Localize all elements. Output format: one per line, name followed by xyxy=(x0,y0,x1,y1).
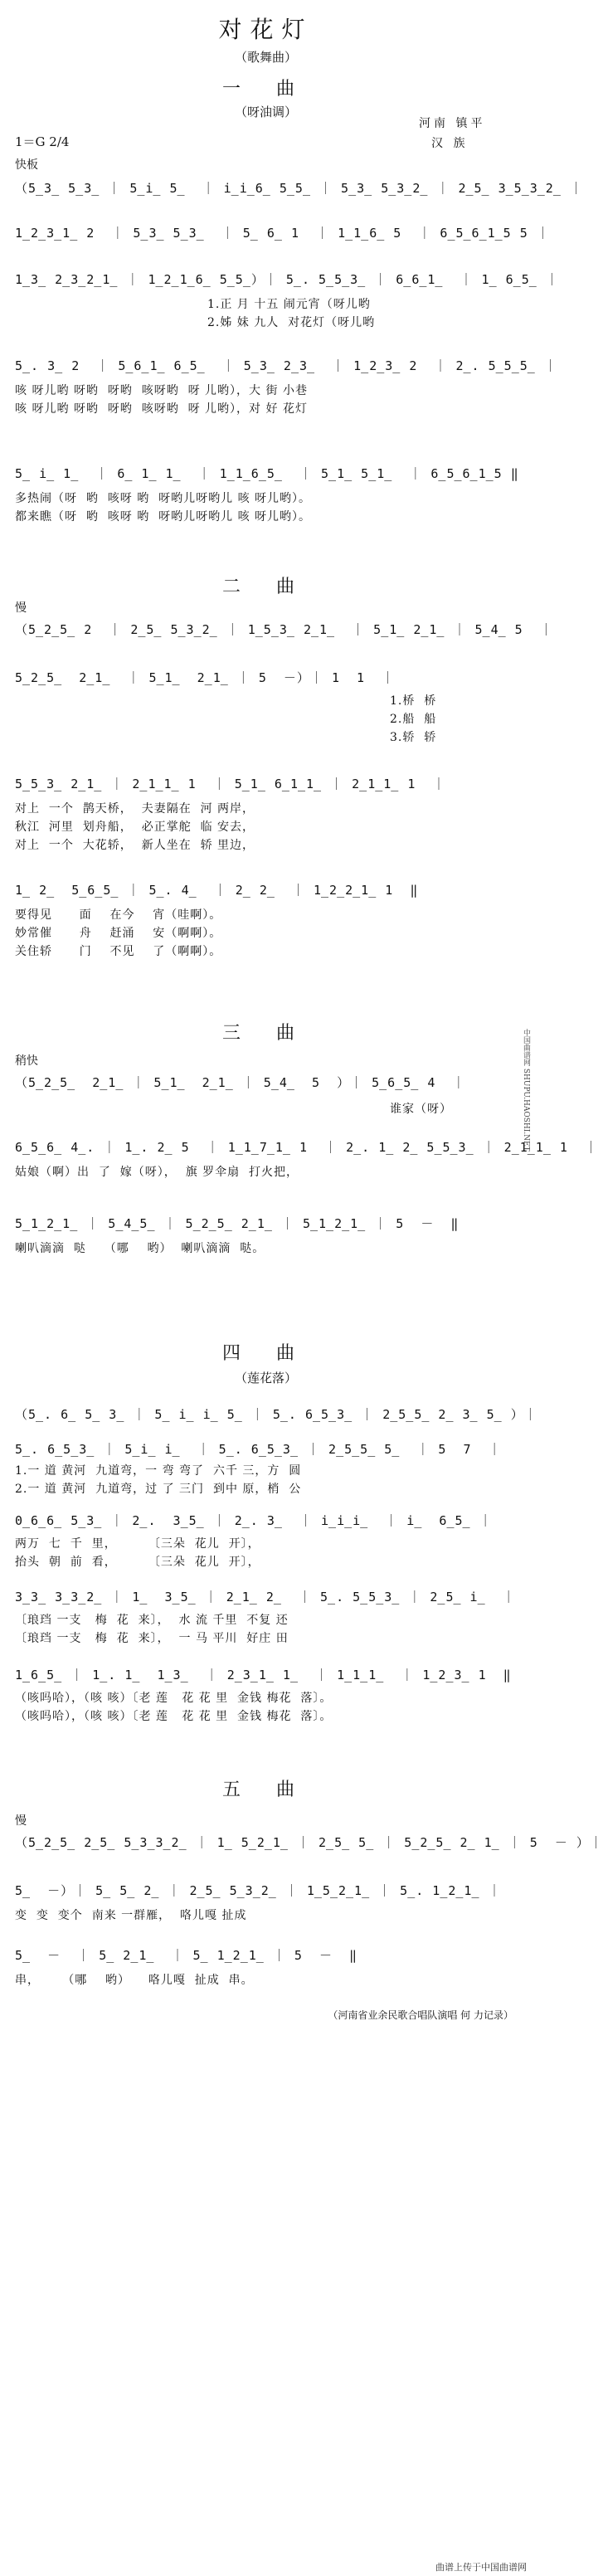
notation-line: 5̲1̲2̲1̲ ｜ 5̲4̲5̲ ｜ 5̲2̲5̲ 2̲1̲ ｜ 5̲1̲2̲1̲ ｜ 5 － ‖ xyxy=(15,1216,460,1231)
lyric-line: 串， （哪 哟） 咯儿嘎 扯成 串。 xyxy=(15,1974,254,1987)
tempo-marking: 慢 xyxy=(15,601,27,615)
notation-line: 1̲6̲5̲ ｜ 1̲. 1̲ 1̲3̲ ｜ 2̲3̲1̲ 1̲ ｜ 1̲1̲1̲ ｜ 1̲2̲3̲ 1 ‖ xyxy=(15,1668,512,1682)
notation-line: 0̲6̲6̲ 5̲3̲ ｜ 2̲. 3̲5̲ ｜ 2̲. 3̲ ｜ i̲i̲i̲ ｜ i̲ 6̲5̲ ｜ xyxy=(15,1513,493,1528)
performance-credit: （河南省业余民歌合唱队演唱 何 力记录） xyxy=(328,2009,513,2021)
section-heading: 二 曲 xyxy=(222,577,309,597)
section-heading: 五 曲 xyxy=(222,1780,309,1800)
lyric-line: （咳吗哈），（咳 咳）〔老 莲 花 花 里 金钱 梅花 落〕。 xyxy=(15,1692,333,1705)
section-heading: 四 曲 xyxy=(222,1343,309,1364)
lyric-line: 变 变 变个 南来 一群雁， 咯儿嘎 扯成 xyxy=(15,1909,247,1922)
song-genre: （歌舞曲） xyxy=(234,50,297,65)
notation-line: 6̲5̲6̲ 4̲. ｜ 1̲. 2̲ 5 ｜ 1̲1̲7̲1̲ 1 ｜ 2̲. 1̲ 2̲ 5̲5̲3̲ ｜ 2̲1̲1̲ 1 ｜ xyxy=(15,1140,598,1155)
lyric-line: 2.一 道 黄河 九道弯，过 了 三门 到中 原，梢 公 xyxy=(15,1483,302,1496)
lyric-line: 3.轿 轿 xyxy=(390,731,437,744)
lyric-line: 都来瞧（呀 哟 咳呀 哟 呀哟儿呀哟儿 咳 呀儿哟）。 xyxy=(15,510,312,523)
lyric-line: 〔琅珰 一支 梅 花 来〕， 水 流 千里 不复 还 xyxy=(15,1614,289,1627)
lyric-line: 对上 一个 大花轿， 新人坐在 轿 里边， xyxy=(15,839,255,852)
lyric-line: 对上 一个 鹊天桥， 夫妻隔在 河 两岸， xyxy=(15,802,255,816)
lyric-line: 喇叭滴滴 哒 （哪 哟） 喇叭滴滴 哒。 xyxy=(15,1242,265,1255)
side-watermark: 中国曲谱网 SHUPU.HAOSHI.NET xyxy=(522,1029,530,1152)
notation-line: （5̲2̲5̲ 2̲5̲ 5̲3̲3̲2̲ ｜ 1̲ 5̲2̲1̲ ｜ 2̲5̲ 5̲ ｜ 5̲2̲5̲ 2̲ 1̲ ｜ 5 － ）｜ xyxy=(15,1835,603,1850)
notation-line: （5̲. 6̲ 5̲ 3̲ ｜ 5̲ i̲ i̲ 5̲ ｜ 5̲. 6̲5̲3̲ ｜ 2̲5̲5̲ 2̲ 3̲ 5̲ ）｜ xyxy=(15,1407,537,1422)
lyric-line: 姑娘（啊）出 了 嫁（呀）， 旗 罗伞扇 打火把， xyxy=(15,1166,299,1179)
lyric-line: 关住轿 门 不见 了（啊啊）。 xyxy=(15,945,222,958)
lyric-line: 要得见 面 在今 宵（哇啊）。 xyxy=(15,908,222,922)
lyric-line: 两万 七 千 里， 〔三朵 花儿 开〕， xyxy=(15,1537,260,1551)
ethnic-attribution: 汉 族 xyxy=(431,137,469,150)
section-heading: 三 曲 xyxy=(222,1023,309,1044)
lyric-line: 咳 呀儿哟 呀哟 呀哟 咳呀哟 呀 儿哟），对 好 花灯 xyxy=(15,402,308,416)
notation-line: 1̲3̲ 2̲3̲2̲1̲ ｜ 1̲2̲1̲6̲ 5̲5̲）｜ 5̲. 5̲5̲3̲ ｜ 6̲6̲1̲ ｜ 1̲ 6̲5̲ ｜ xyxy=(15,272,559,287)
notation-line: 5̲5̲3̲ 2̲1̲ ｜ 2̲1̲1̲ 1 ｜ 5̲1̲ 6̲1̲1̲ ｜ 2̲1̲1̲ 1 ｜ xyxy=(15,777,446,791)
section-subheading: （莲花落） xyxy=(234,1371,297,1385)
notation-line: 3̲3̲ 3̲3̲2̲ ｜ 1̲ 3̲5̲ ｜ 2̲1̲ 2̲ ｜ 5̲. 5̲5̲3̲ ｜ 2̲5̲ i̲ ｜ xyxy=(15,1590,516,1605)
lyric-line: 1.正 月 十五 闹元宵（呀儿哟 xyxy=(207,298,371,311)
notation-line: 5̲. 3̲ 2 ｜ 5̲6̲1̲ 6̲5̲ ｜ 5̲3̲ 2̲3̲ ｜ 1̲2̲3̲ 2 ｜ 2̲. 5̲5̲5̲ ｜ xyxy=(15,358,557,373)
notation-line: 5̲2̲5̲ 2̲1̲ ｜ 5̲1̲ 2̲1̲ ｜ 5 －）｜ 1 1 ｜ xyxy=(15,670,396,685)
region-attribution: 河南 镇平 xyxy=(419,117,486,130)
notation-line: 1̲ 2̲ 5̲6̲5̲ ｜ 5̲. 4̲ ｜ 2̲ 2̲ ｜ 1̲2̲2̲1̲ 1 ‖ xyxy=(15,883,419,898)
notation-line: （5̲2̲5̲ 2 ｜ 2̲5̲ 5̲3̲2̲ ｜ 1̲5̲3̲ 2̲1̲ ｜ 5̲1̲ 2̲1̲ ｜ 5̲4̲ 5 ｜ xyxy=(15,622,553,637)
tempo-marking: 稍快 xyxy=(15,1054,38,1068)
lyric-line: 谁家（呀） xyxy=(390,1103,452,1116)
lyric-line: 2.姊 妹 九人 对花灯（呀儿哟 xyxy=(207,316,376,329)
lyric-line: 秋江 河里 划舟船， 必正掌舵 临 安去， xyxy=(15,821,255,834)
lyric-line: 抬头 朝 前 看， 〔三朵 花儿 开〕， xyxy=(15,1556,260,1569)
notation-line: （5̲3̲ 5̲3̲ ｜ 5̲i̲ 5̲ ｜ i̲i̲6̲ 5̲5̲ ｜ 5̲3̲ 5̲3̲2̲ ｜ 2̲5̲ 3̲5̲3̲2̲ ｜ xyxy=(15,181,583,196)
lyric-line: 1.一 道 黄河 九道弯，一 弯 弯了 六千 三，方 圆 xyxy=(15,1464,302,1478)
lyric-line: 1.桥 桥 xyxy=(390,694,437,708)
lyric-line: 2.船 船 xyxy=(390,713,437,726)
key-signature: 1＝G 2/4 xyxy=(15,134,70,149)
lyric-line: 妙常催 舟 赶涌 安（啊啊）。 xyxy=(15,927,222,940)
lyric-line: 多热闹（呀 哟 咳呀 哟 呀哟儿呀哟儿 咳 呀儿哟）。 xyxy=(15,492,312,505)
section-subheading: （呀油调） xyxy=(234,105,297,119)
song-title: 对花灯 xyxy=(218,16,314,43)
tempo-marking: 快板 xyxy=(15,158,38,172)
notation-line: 5̲ i̲ 1̲ ｜ 6̲ 1̲ 1̲ ｜ 1̲1̲6̲5̲ ｜ 5̲1̲ 5̲1̲ ｜ 6̲5̲6̲1̲5 ‖ xyxy=(15,466,519,481)
section-heading: 一 曲 xyxy=(222,79,309,100)
lyric-line: 咳 呀儿哟 呀哟 呀哟 咳呀哟 呀 儿哟），大 街 小巷 xyxy=(15,384,308,397)
notation-line: （5̲2̲5̲ 2̲1̲ ｜ 5̲1̲ 2̲1̲ ｜ 5̲4̲ 5 ）｜ 5̲6̲5̲ 4 ｜ xyxy=(15,1075,466,1090)
notation-line: 5̲ － ｜ 5̲ 2̲1̲ ｜ 5̲ 1̲2̲1̲ ｜ 5 － ‖ xyxy=(15,1948,358,1963)
tempo-marking: 慢 xyxy=(15,1814,27,1828)
notation-line: 5̲ －）｜ 5̲ 5̲ 2̲ ｜ 2̲5̲ 5̲3̲2̲ ｜ 1̲5̲2̲1̲ ｜ 5̲. 1̲2̲1̲ ｜ xyxy=(15,1883,502,1898)
lyric-line: 〔琅珰 一支 梅 花 来〕， 一 马 平川 好庄 田 xyxy=(15,1632,289,1645)
notation-line: 5̲. 6̲5̲3̲ ｜ 5̲i̲ i̲ ｜ 5̲. 6̲5̲3̲ ｜ 2̲5̲5̲ 5̲ ｜ 5 7 ｜ xyxy=(15,1442,502,1457)
footer-watermark: 曲谱上传于中国曲谱网 xyxy=(435,2562,527,2573)
lyric-line: （咳吗哈），（咳 咳）〔老 莲 花 花 里 金钱 梅花 落〕。 xyxy=(15,1710,333,1723)
notation-line: 1̲2̲3̲1̲ 2 ｜ 5̲3̲ 5̲3̲ ｜ 5̲ 6̲ 1 ｜ 1̲1̲6̲ 5 ｜ 6̲5̲6̲1̲5 5 ｜ xyxy=(15,226,550,241)
